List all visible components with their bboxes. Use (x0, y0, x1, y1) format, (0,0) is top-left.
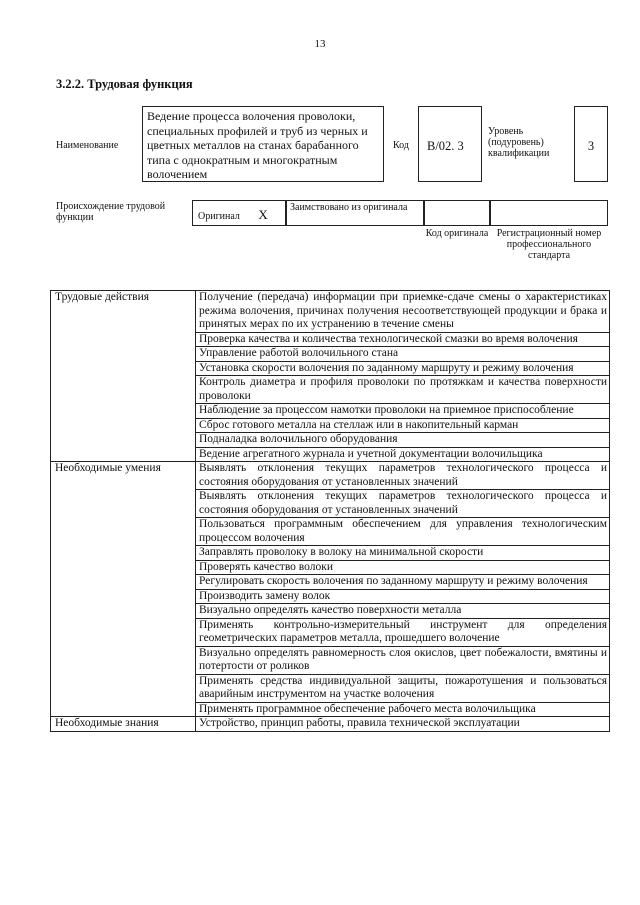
group-item: Визуально определять равномерность слоя окислов, цвет побежалости, вмятины и потертости от роликов (196, 646, 610, 674)
group-item: Регулировать скорость волочения по заданному маршруту и режиму волочения (196, 575, 610, 590)
reg-number-cell (490, 200, 608, 226)
original-label: Оригинал (198, 211, 240, 222)
table-row (51, 717, 610, 732)
group-item: Управление работой волочильного стана (196, 347, 610, 362)
group-item: Проверка качества и количества технологической смазки во время волочения (196, 332, 610, 347)
level-label: Уровень (подуровень) квалификации (488, 126, 550, 159)
group-item: Сброс готового металла на стеллаж или в накопительный карман (196, 418, 610, 433)
function-details-table (50, 290, 610, 732)
group-item: Установка скорости волочения по заданному маршруту и режиму волочения (196, 361, 610, 376)
group-item: Выявлять отклонения текущих параметров технологического процесса и состояния оборудования от установленных значений (196, 462, 610, 490)
group-label: Трудовые действия (51, 291, 196, 462)
group-item: Ведение агрегатного журнала и учетной документации волочильщика (196, 447, 610, 462)
group-item: Подналадка волочильного оборудования (196, 433, 610, 448)
level-value: 3 (574, 106, 608, 182)
group-item: Производить замену волок (196, 589, 610, 604)
group-item: Визуально определять качество поверхности металла (196, 604, 610, 619)
code-original-cell (424, 200, 490, 226)
group-item: Применять программное обеспечение рабочего места волочильщика (196, 702, 610, 717)
group-item: Проверять качество волоки (196, 560, 610, 575)
name-label: Наименование (56, 140, 119, 151)
table-row (51, 291, 610, 333)
group-item: Выявлять отклонения текущих параметров технологического процесса и состояния оборудования от установленных значений (196, 490, 610, 518)
reg-number-caption: Регистрационный номер профессионального стандарта (496, 228, 602, 261)
original-cell (192, 200, 286, 226)
code-original-caption: Код оригинала (425, 228, 489, 239)
origin-label: Происхождение трудовой функции (56, 201, 166, 223)
original-mark: X (258, 207, 268, 222)
code-value: В/02. 3 (418, 106, 482, 182)
page-number: 13 (314, 38, 326, 50)
section-title: 3.2.2. Трудовая функция (56, 77, 193, 91)
group-item: Заправлять проволоку в волоку на минимальной скорости (196, 546, 610, 561)
table-row (51, 462, 610, 490)
group-item: Получение (передача) информации при приемке-сдаче смены о характеристиках режима волочения, причинах получения несоответствующей продукции и брака и принятых мерах по их устранению в течение смены (196, 291, 610, 333)
group-label: Необходимые знания (51, 717, 196, 732)
group-label: Необходимые умения (51, 462, 196, 717)
borrowed-cell: Заимствовано из оригинала (286, 200, 424, 226)
group-item: Наблюдение за процессом намотки проволоки на приемное приспособление (196, 404, 610, 419)
group-item: Применять контрольно-измерительный инструмент для определения геометрических параметров металла, прошедшего волочение (196, 618, 610, 646)
group-item: Контроль диаметра и профиля проволоки по протяжкам и качества поверхности проволоки (196, 376, 610, 404)
group-item: Устройство, принцип работы, правила технической эксплуатации (196, 717, 610, 732)
group-item: Пользоваться программным обеспечением для управления технологическим процессом волочения (196, 518, 610, 546)
group-item: Применять средства индивидуальной защиты, пожаротушения и пользоваться аварийным инструментом на участке волочения (196, 674, 610, 702)
function-name: Ведение процесса волочения проволоки, специальных профилей и труб из черных и цветных металлов на станах барабанного типа с однократным и многократным волочением (142, 106, 384, 182)
code-label: Код (393, 140, 409, 151)
